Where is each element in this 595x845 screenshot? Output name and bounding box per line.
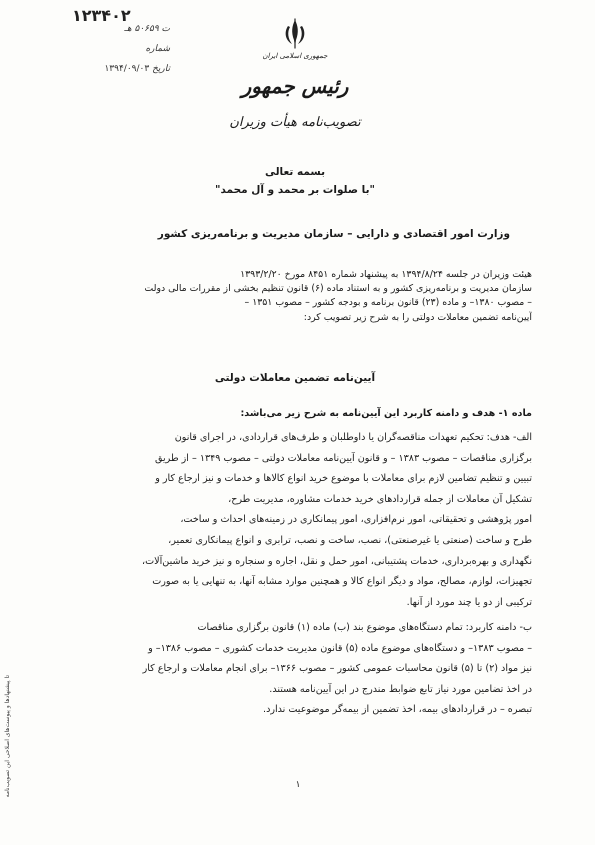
- number-label: شماره: [145, 44, 170, 54]
- clause-be-line: – مصوب ۱۳۸۳– و دستگاه‌های موضوع ماده (۵) قانون مدیریت خدمات کشوری – مصوب ۱۳۸۶– و: [148, 642, 532, 654]
- clause-alef-line: تجهیزات، لوازم، مصالح، مواد و دیگر انواع کالا و همچنین موارد مشابه آنها، به تنهایی یا به صورت: [152, 576, 532, 588]
- note-line: تبصره – در قراردادهای بیمه، اخذ تضمین از بیمه‌گر موضوعیت ندارد.: [263, 704, 532, 716]
- reference-number: ت ۵۰۶۵۹ هـ: [124, 24, 170, 34]
- clause-alef-line: امور پژوهشی و تحقیقاتی، امور نرم‌افزاری، امور پیمانکاری در زمینه‌های احداث و ساخت،: [180, 514, 532, 526]
- date-value: ۱۳۹۴/۰۹/۰۳: [104, 64, 150, 74]
- clause-alef-line: ترکیبی از دو یا چند مورد از آنها.: [406, 596, 532, 608]
- clause-alef-line: طرح و ساخت (صنعتی یا غیرصنعتی)، نصب، ساخت و نصب، ترابری و انواع پیمانکاری تعمیر،: [168, 534, 532, 546]
- addressee: وزارت امور اقتصادی و دارایی – سازمان مدیریت و برنامه‌ریزی کشور: [157, 228, 510, 240]
- document-number: ۱۲۳۴۰۲: [72, 6, 131, 25]
- clause-alef-line: نگهداری و بهره‌برداری، خدمات پشتیبانی، امور حمل و نقل، اجاره و سنجاره و نیز خرید ماشین‌آلات،: [142, 555, 532, 567]
- clause-alef-line: برگزاری مناقصات – مصوب ۱۳۸۳ – و قانون آیین‌نامه معاملات دولتی – مصوب ۱۳۴۹ – از طریق: [154, 452, 532, 464]
- iran-emblem-icon: [282, 18, 308, 50]
- invocation-line-1: بسمه تعالی: [264, 166, 326, 178]
- intro-line: آیین‌نامه تضمین معاملات دولتی را به شرح زیر تصویب کرد:: [303, 311, 532, 323]
- clause-be-line: ب- دامنه کاربرد: تمام دستگاه‌های موضوع بند (ب) ماده (۱) قانون برگزاری مناقصات: [197, 622, 532, 633]
- date-label: تاریخ: [152, 64, 170, 74]
- intro-paragraph: [70, 268, 532, 325]
- clause-alef-line: تشکیل آن معاملات از جمله قراردادهای خرید خدمات مشاوره، مدیریت طرح،: [228, 493, 532, 505]
- reference-number-row: [40, 24, 170, 34]
- clause-be-line: در اخذ تضامین مورد نیاز تابع ضوابط مندرج در این آیین‌نامه هستند.: [269, 683, 532, 695]
- office-title: رئیس جمهور: [241, 74, 349, 98]
- article-1-heading: ماده ۱- هدف و دامنه کاربرد این آیین‌نامه به شرح زیر می‌باشد:: [240, 408, 532, 419]
- regulation-title: آیین‌نامه تضمین معاملات دولتی: [214, 372, 376, 384]
- intro-line: هیئت وزیران در جلسه ۱۳۹۴/۸/۲۴ به پیشنهاد شماره ۸۴۵۱ مورخ ۱۳۹۳/۲/۲۰: [240, 269, 532, 280]
- date-field: [40, 64, 170, 74]
- republic-label: جمهوری اسلامی ایران: [262, 52, 328, 60]
- clause-alef: [70, 428, 532, 613]
- office-subtitle: تصویب‌نامه هیأت وزیران: [229, 115, 361, 130]
- side-note: تا پیشنهادها و پیوست‌های اصلاحی این تصویب‌نامه: [4, 675, 11, 798]
- clause-be: [70, 618, 532, 721]
- number-field: [40, 44, 170, 54]
- clause-alef-line: الف- هدف: تحکیم تعهدات مناقصه‌گران یا داوطلبان و طرف‌های قراردادی، در اجرای قانون: [174, 432, 532, 443]
- page-number: ۱: [295, 780, 301, 790]
- intro-line: سازمان مدیریت و برنامه‌ریزی کشور و به استناد ماده (۶) قانون تنظیم بخشی از مقررات مالی دولت: [144, 283, 532, 295]
- invocation-line-2: "با صلوات بر محمد و آل محمد": [215, 184, 375, 196]
- intro-line: – مصوب ۱۳۸۰– و ماده (۲۳) قانون برنامه و بودجه کشور – مصوب ۱۳۵۱ –: [244, 297, 532, 309]
- clause-alef-line: تبیین و تنظیم تضامین لازم برای معاملات با موضوع خرید انواع کالاها و خدمات و نیز ارجاع کار و: [155, 473, 532, 485]
- clause-be-line: نیز مواد (۲) تا (۵) قانون محاسبات عمومی کشور – مصوب ۱۳۶۶– برای انجام معاملات و ارجاع کار: [142, 663, 532, 675]
